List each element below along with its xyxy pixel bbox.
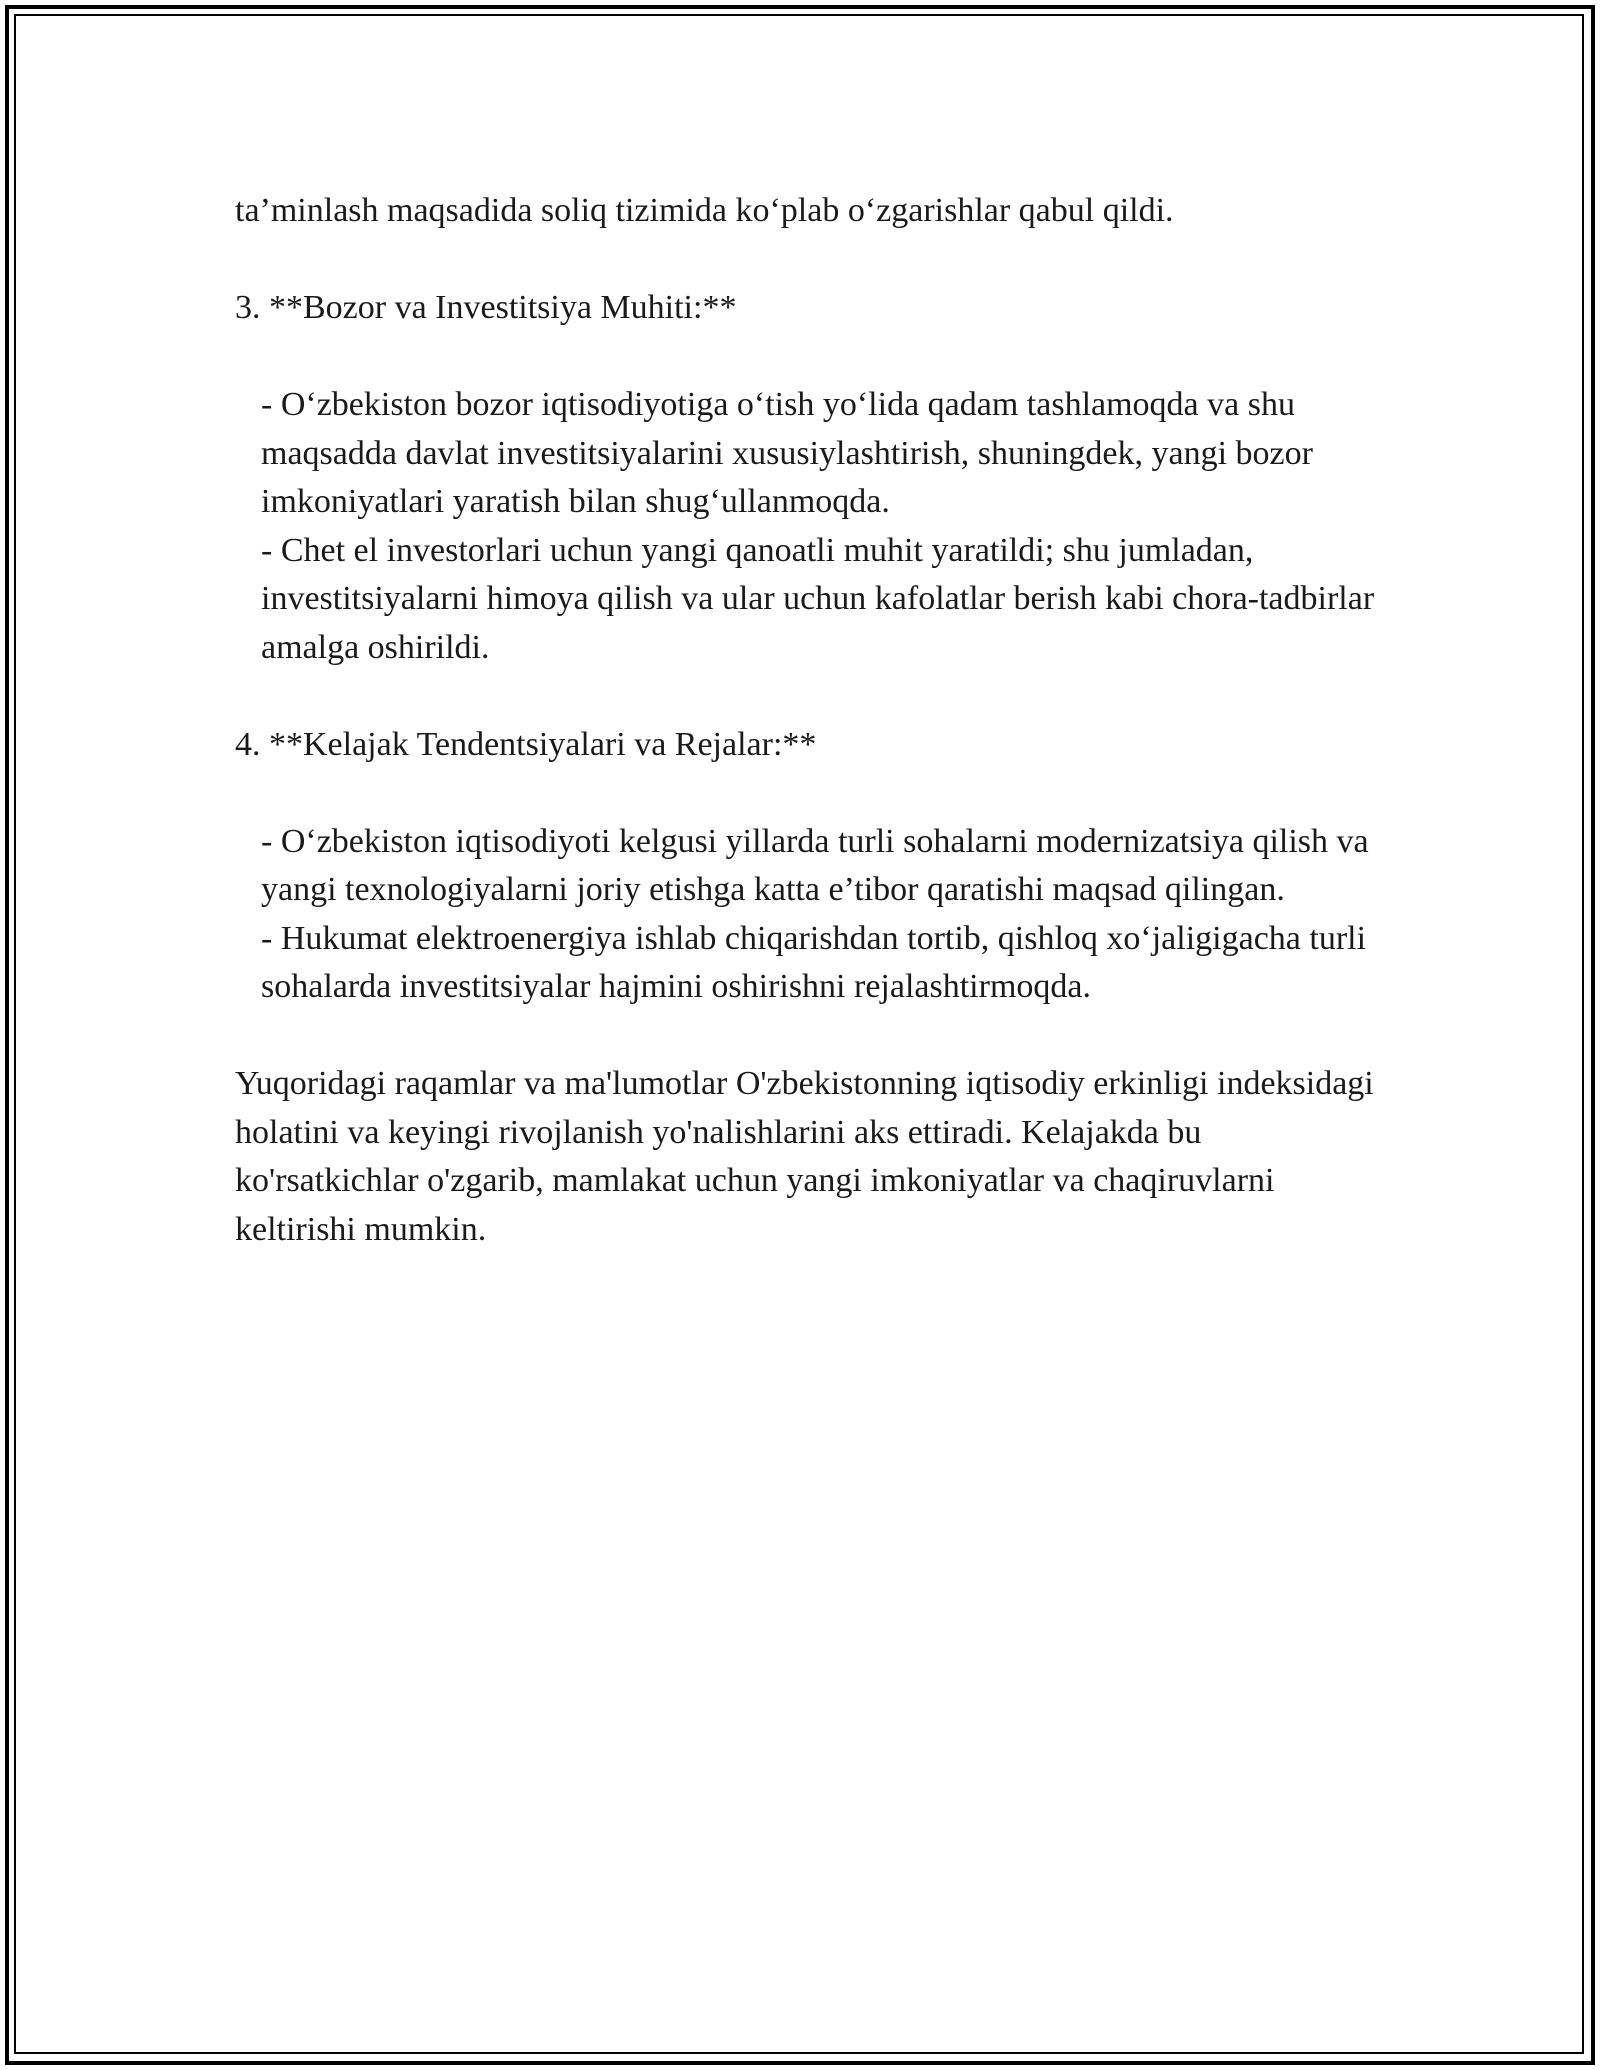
paragraph-spacer	[235, 1012, 1375, 1061]
section-heading-market: 3. **Bozor va Investitsiya Muhiti:**	[235, 289, 737, 326]
section-heading-future: 4. **Kelajak Tendentsiyalari va Rejalar:**	[235, 725, 817, 763]
conclusion-paragraph: Yuqoridagi raqamlar va ma'lumotlar O'zbekistonning iqtisodiy erkinligi indeksidagi holatini va keyingi rivojlanish yo'nalishlarini aks ettiradi. Kelajakda bu ko'rsatkichlar o'zgarib, mamlakat uchun yangi imkoniyatlar va chaqiruvlarni keltirishi mumkin.	[235, 1065, 1383, 1248]
paragraph-spacer	[235, 236, 1375, 285]
bullet-item: - Hukumat elektroenergiya ishlab chiqarishdan tortib, qishloq xo‘jaligigacha turli sohalarda investitsiyalar hajmini oshirishni rejalashtirmoqda.	[261, 919, 1375, 1005]
bullet-item: - O‘zbekiston iqtisodiyoti kelgusi yillarda turli sohalarni modernizatsiya qilish va yangi texnologiyalarni joriy etishga katta e’tibor qaratishi maqsad qilingan.	[261, 822, 1378, 908]
paragraph-spacer	[235, 672, 1375, 721]
continuation-paragraph: ta’minlash maqsadida soliq tizimida ko‘plab o‘zgarishlar qabul qildi.	[235, 192, 1174, 229]
bullet-item: - Chet el investorlari uchun yangi qanoatli muhit yaratildi; shu jumladan, investitsiyalarni himoya qilish va ular uchun kafolatlar berish kabi chora-tadbirlar amalga oshirildi.	[261, 531, 1383, 666]
document-body	[235, 187, 1383, 1254]
paragraph-spacer	[235, 333, 1375, 382]
paragraph-spacer	[235, 769, 1375, 818]
bullet-item: - O‘zbekiston bozor iqtisodiyotiga o‘tish yo‘lida qadam tashlamoqda va shu maqsadda davlat investitsiyalarini xususiylashtirish, shuningdek, yangi bozor imkoniyatlari yaratish bilan shug‘ullanmoqda.	[261, 386, 1322, 520]
